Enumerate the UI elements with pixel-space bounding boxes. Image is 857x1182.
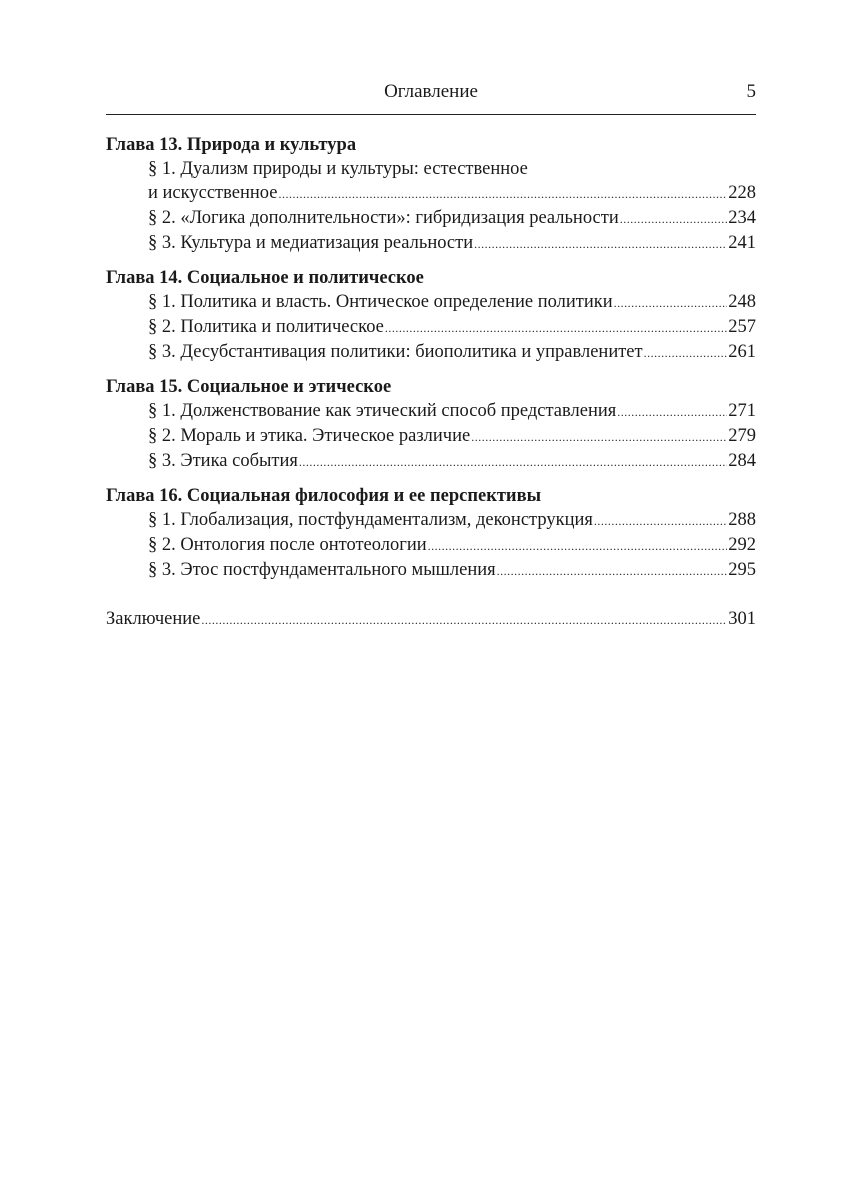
toc-entry-page: 257 <box>728 317 756 337</box>
toc-entry-page: 234 <box>728 208 756 228</box>
page-number: 5 <box>746 81 756 102</box>
leader-dots <box>201 608 727 632</box>
toc-entry-line: § 1. Дуализм природы и культуры: естественное <box>148 159 528 179</box>
toc-entry[interactable] <box>106 231 756 256</box>
toc-entry[interactable] <box>106 315 756 340</box>
leader-dots <box>497 559 728 583</box>
toc-entry-page: 248 <box>728 292 756 312</box>
leader-dots <box>385 316 727 340</box>
toc-entry-text: § 3. Культура и медиатизация реальности <box>148 233 474 253</box>
toc-entry[interactable] <box>106 508 756 533</box>
table-of-contents <box>106 133 756 632</box>
toc-entry-page: 295 <box>728 560 756 580</box>
toc-entry-text: § 3. Этос постфундаментального мышления <box>148 560 496 580</box>
toc-entry-text: § 3. Этика события <box>148 451 298 471</box>
chapter-14 <box>106 266 756 365</box>
toc-entry[interactable] <box>106 181 756 206</box>
toc-entry[interactable] <box>106 449 756 474</box>
toc-entry-page: 292 <box>728 535 756 555</box>
toc-entry-text: § 1. Долженствование как этический способ представления <box>148 401 617 421</box>
leader-dots <box>474 232 727 256</box>
toc-entry-text: § 2. Мораль и этика. Этическое различие <box>148 426 471 446</box>
toc-entry[interactable] <box>106 206 756 231</box>
toc-entry-page: 261 <box>728 342 756 362</box>
toc-entry-page: 228 <box>728 183 756 203</box>
chapter-16 <box>106 484 756 583</box>
toc-entry-text: Заключение <box>106 609 201 629</box>
chapter-15 <box>106 375 756 474</box>
chapter-title: Глава 15. Социальное и этическое <box>106 377 392 397</box>
toc-entry-page: 271 <box>728 401 756 421</box>
toc-entry-page: 241 <box>728 233 756 253</box>
toc-entry-page: 288 <box>728 510 756 530</box>
toc-entry[interactable] <box>106 558 756 583</box>
leader-dots <box>644 341 728 365</box>
running-header <box>106 80 756 115</box>
toc-entry[interactable] <box>106 290 756 315</box>
chapter-title: Глава 13. Природа и культура <box>106 135 357 155</box>
toc-entry-conclusion[interactable] <box>106 607 756 632</box>
toc-entry-text: § 2. «Логика дополнительности»: гибридизация реальности <box>148 208 619 228</box>
toc-entry-text: § 2. Онтология после онтотеологии <box>148 535 427 555</box>
leader-dots <box>428 534 728 558</box>
toc-entry[interactable] <box>106 533 756 558</box>
toc-entry-text: § 3. Десубстантивация политики: биополитика и управленитет <box>148 342 643 362</box>
toc-entry[interactable] <box>106 399 756 424</box>
chapter-title: Глава 14. Социальное и политическое <box>106 268 424 288</box>
toc-entry-page: 284 <box>728 451 756 471</box>
toc-entry[interactable] <box>106 340 756 365</box>
toc-entry-page: 301 <box>728 609 756 629</box>
toc-entry-text: и искусственное <box>148 183 278 203</box>
leader-dots <box>614 291 728 315</box>
leader-dots <box>594 509 727 533</box>
toc-entry-text: § 1. Глобализация, постфундаментализм, деконструкция <box>148 510 593 530</box>
toc-entry-page: 279 <box>728 426 756 446</box>
toc-entry[interactable] <box>106 424 756 449</box>
leader-dots <box>620 207 728 231</box>
toc-entry-text: § 2. Политика и политическое <box>148 317 384 337</box>
leader-dots <box>471 425 727 449</box>
leader-dots <box>299 450 727 474</box>
header-title: Оглавление <box>384 81 478 102</box>
toc-entry-text: § 1. Политика и власть. Онтическое определение политики <box>148 292 613 312</box>
leader-dots <box>278 182 727 206</box>
chapter-13 <box>106 133 756 256</box>
leader-dots <box>617 400 727 424</box>
chapter-title: Глава 16. Социальная философия и ее перспективы <box>106 486 542 506</box>
